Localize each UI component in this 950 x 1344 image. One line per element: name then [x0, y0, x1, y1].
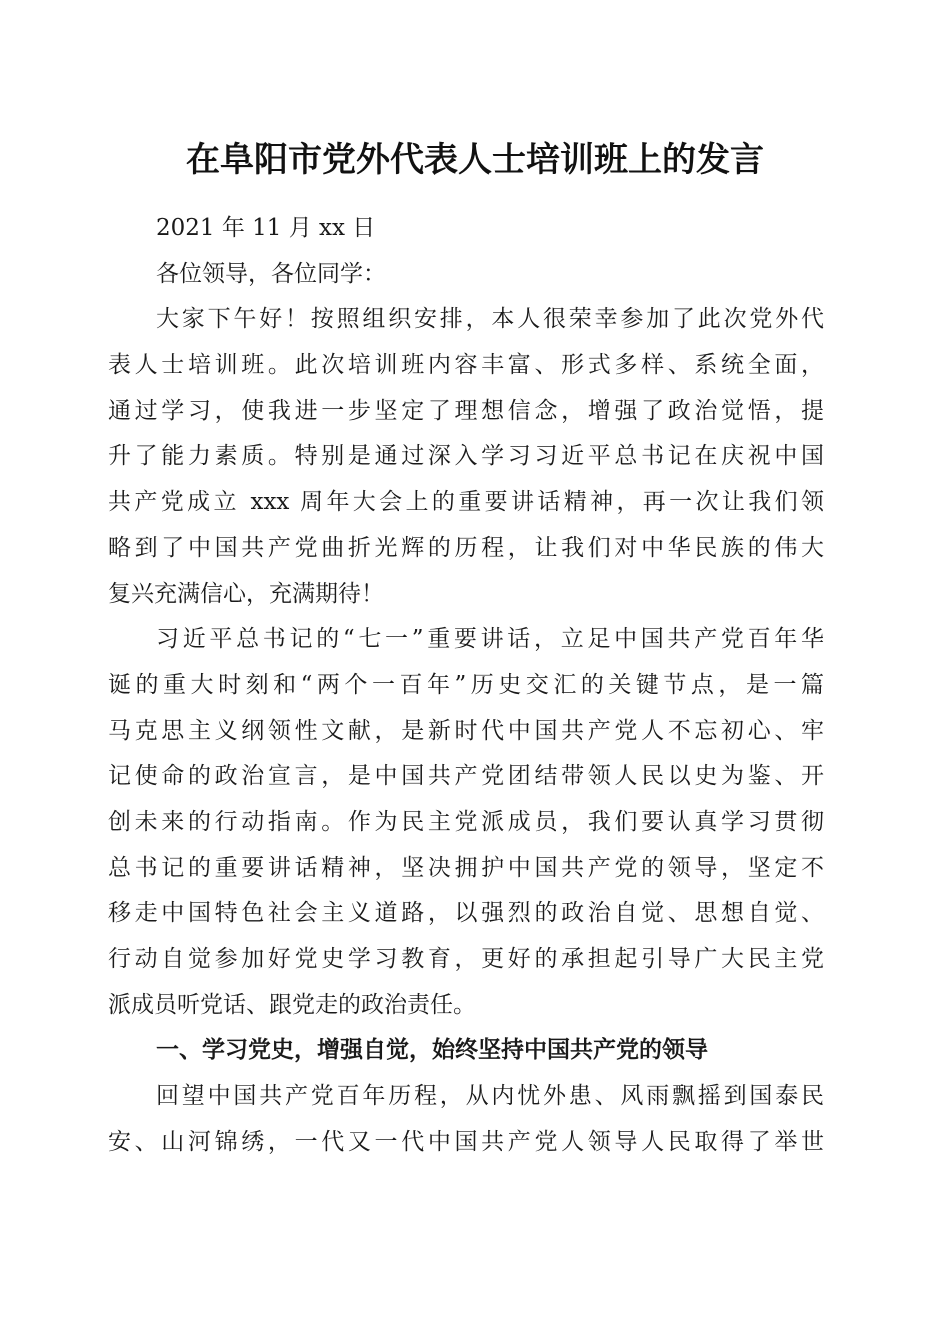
paragraph-line: 习近平总书记的“七一”重要讲话，立足中国共产党百年华: [156, 626, 824, 653]
section-heading: 一、学习党史，增强自觉，始终坚持中国共产党的领导: [156, 1037, 708, 1064]
paragraph-line: 总书记的重要讲话精神，坚决拥护中国共产党的领导，坚定不: [108, 854, 824, 881]
paragraph-1: [108, 297, 824, 617]
paragraph-line: 升了能力素质。特别是通过深入学习习近平总书记在庆祝中国: [108, 443, 824, 470]
paragraph-line: 马克思主义纲领性文献，是新时代中国共产党人不忘初心、牢: [108, 717, 824, 744]
date-line: 2021 年 11 月 xx 日: [156, 215, 376, 241]
paragraph-line: 共产党成立 xxx 周年大会上的重要讲话精神，再一次让我们领: [108, 489, 824, 516]
paragraph-line: 派成员听党话、跟党走的政治责任。: [108, 991, 476, 1018]
section-paragraph: [108, 1074, 824, 1165]
paragraph-line: 复兴充满信心，充满期待！: [108, 580, 384, 607]
paragraph-line: 移走中国特色社会主义道路，以强烈的政治自觉、思想自觉、: [108, 900, 824, 927]
paragraph-line: 回望中国共产党百年历程，从内忧外患、风雨飘摇到国泰民: [156, 1083, 824, 1110]
paragraph-line: 通过学习，使我进一步坚定了理想信念，增强了政治觉悟，提: [108, 397, 824, 424]
document-title: 在阜阳市党外代表人士培训班上的发言: [186, 140, 764, 180]
paragraph-line: 诞的重大时刻和“两个一百年”历史交汇的关键节点，是一篇: [108, 671, 824, 698]
salutation-line: 各位领导，各位同学：: [156, 260, 386, 287]
document-body: [108, 206, 824, 1165]
paragraph-line: 安、山河锦绣，一代又一代中国共产党人领导人民取得了举世: [108, 1128, 824, 1155]
paragraph-line: 创未来的行动指南。作为民主党派成员，我们要认真学习贯彻: [108, 808, 824, 835]
paragraph-line: 行动自觉参加好党史学习教育，更好的承担起引导广大民主党: [108, 946, 824, 972]
paragraph-2: [108, 617, 824, 1028]
paragraph-line: 表人士培训班。此次培训班内容丰富、形式多样、系统全面，: [108, 352, 824, 379]
paragraph-line: 略到了中国共产党曲折光辉的历程，让我们对中华民族的伟大: [108, 534, 824, 561]
paragraph-line: 大家下午好！按照组织安排，本人很荣幸参加了此次党外代: [156, 306, 824, 333]
paragraph-line: 记使命的政治宣言，是中国共产党团结带领人民以史为鉴、开: [108, 763, 824, 790]
